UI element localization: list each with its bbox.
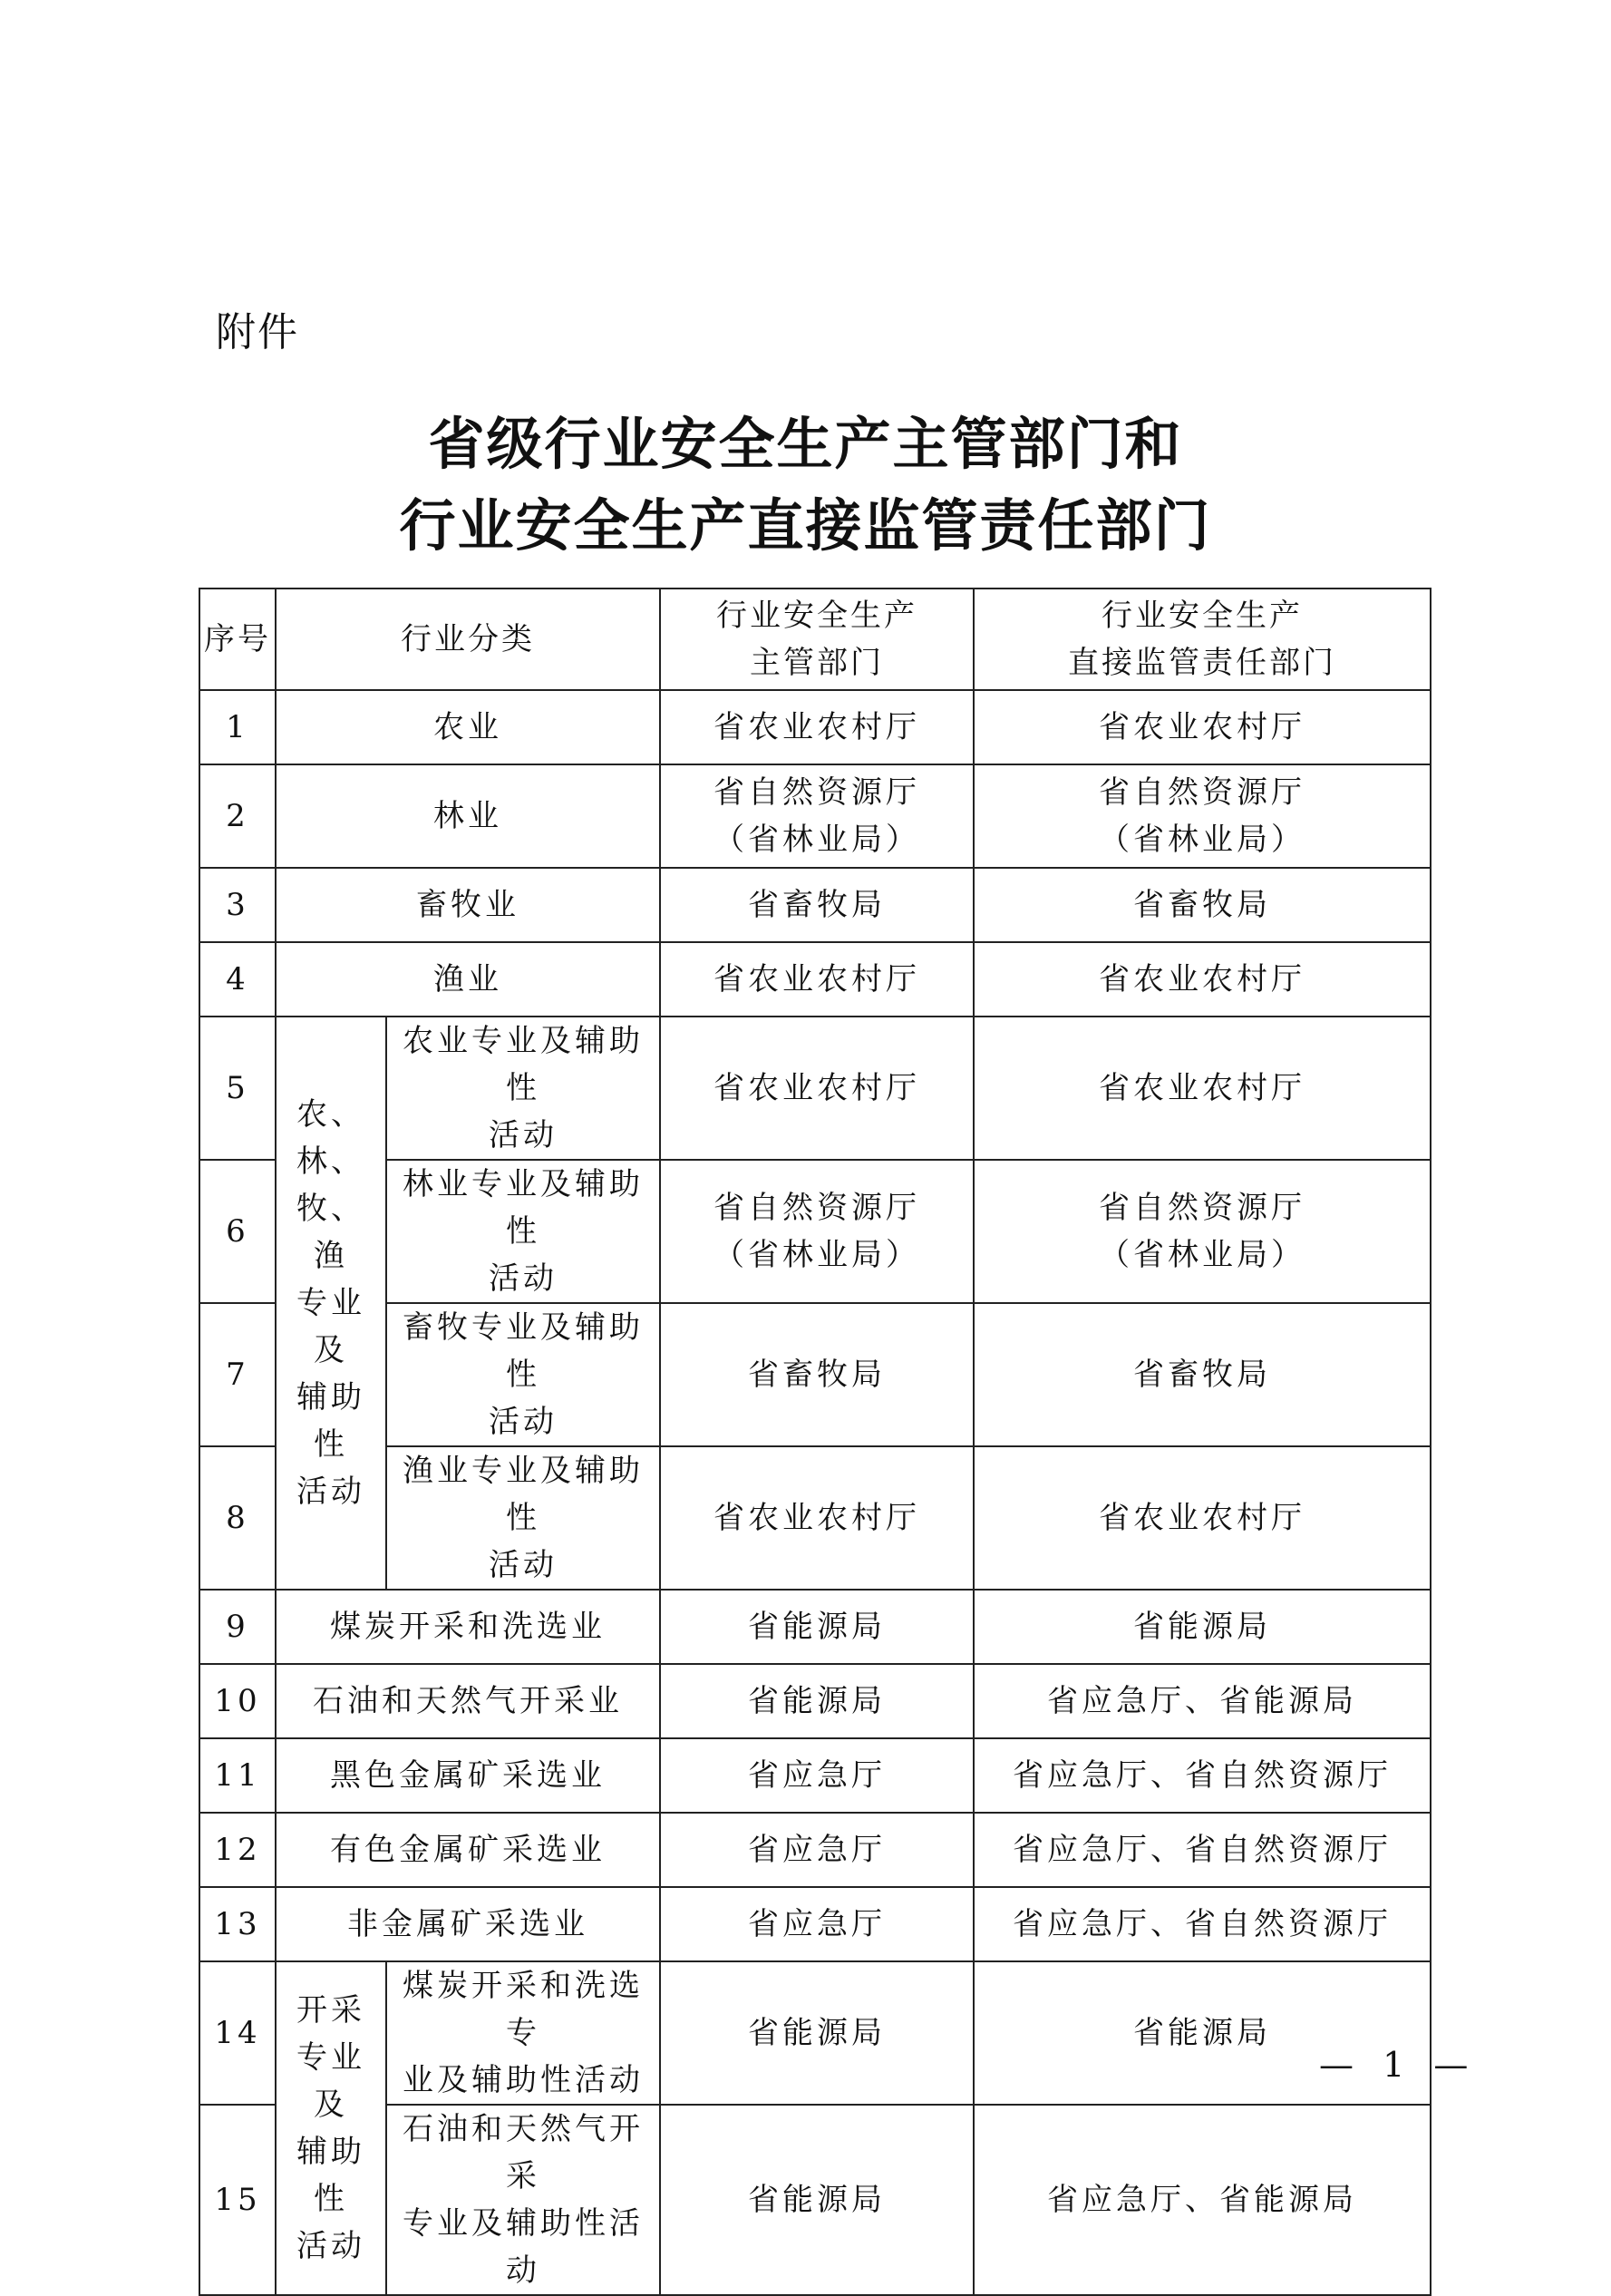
row-seq: 9 bbox=[199, 1590, 276, 1664]
row-competent: 省应急厅 bbox=[660, 1738, 974, 1813]
header-direct-line2: 直接监管责任部门 bbox=[1068, 645, 1336, 681]
direct-line2: （省林业局） bbox=[1099, 822, 1305, 858]
group-category-agriculture bbox=[276, 1017, 386, 1590]
row-subcategory bbox=[386, 1303, 660, 1446]
row-seq: 11 bbox=[199, 1738, 276, 1813]
subcategory-line1: 煤炭开采和洗选专 bbox=[403, 1968, 644, 2051]
direct-line1: 省自然资源厅 bbox=[1099, 1190, 1305, 1226]
row-direct: 省应急厅、省能源局 bbox=[974, 2105, 1431, 2295]
row-direct: 省农业农村厅 bbox=[974, 690, 1431, 764]
document-title-line1: 省级行业安全生产主管部门和 bbox=[428, 411, 1183, 477]
row-competent: 省能源局 bbox=[660, 1961, 974, 2105]
row-category: 石油和天然气开采业 bbox=[276, 1664, 660, 1738]
row-seq: 1 bbox=[199, 690, 276, 764]
table-row bbox=[199, 1017, 1431, 1160]
row-competent: 省能源局 bbox=[660, 1664, 974, 1738]
table-row bbox=[199, 868, 1431, 942]
table-row bbox=[199, 1664, 1431, 1738]
table-header-row bbox=[199, 589, 1431, 690]
subcategory-line2: 活动 bbox=[489, 1404, 558, 1440]
row-direct: 省农业农村厅 bbox=[974, 1017, 1431, 1160]
row-subcategory bbox=[386, 1446, 660, 1590]
row-seq: 13 bbox=[199, 1887, 276, 1961]
row-category: 农业 bbox=[276, 690, 660, 764]
row-seq: 15 bbox=[199, 2105, 276, 2295]
row-competent: 省畜牧局 bbox=[660, 1303, 974, 1446]
row-direct: 省畜牧局 bbox=[974, 868, 1431, 942]
row-category: 非金属矿采选业 bbox=[276, 1887, 660, 1961]
table-row bbox=[199, 942, 1431, 1017]
row-direct bbox=[974, 1160, 1431, 1303]
row-seq: 12 bbox=[199, 1813, 276, 1887]
table-row bbox=[199, 1738, 1431, 1813]
group-line: 活动 bbox=[296, 1474, 365, 1510]
row-seq: 6 bbox=[199, 1160, 276, 1303]
subcategory-line1: 农业专业及辅助性 bbox=[403, 1023, 644, 1106]
row-subcategory bbox=[386, 1160, 660, 1303]
subcategory-line2: 业及辅助性活动 bbox=[403, 2062, 644, 2098]
row-category: 畜牧业 bbox=[276, 868, 660, 942]
row-competent: 省农业农村厅 bbox=[660, 1017, 974, 1160]
header-competent-line1: 行业安全生产 bbox=[716, 598, 917, 634]
header-category: 行业分类 bbox=[276, 589, 660, 690]
row-category: 煤炭开采和洗选业 bbox=[276, 1590, 660, 1664]
row-competent: 省应急厅 bbox=[660, 1887, 974, 1961]
subcategory-line1: 畜牧专业及辅助性 bbox=[403, 1309, 644, 1393]
row-direct: 省应急厅、省自然资源厅 bbox=[974, 1813, 1431, 1887]
direct-line1: 省自然资源厅 bbox=[1099, 774, 1305, 811]
direct-line2: （省林业局） bbox=[1099, 1237, 1305, 1273]
table-row bbox=[199, 1590, 1431, 1664]
row-seq: 14 bbox=[199, 1961, 276, 2105]
row-direct bbox=[974, 764, 1431, 868]
group-line: 专业及 bbox=[296, 1285, 365, 1368]
header-seq: 序号 bbox=[199, 589, 276, 690]
header-direct-department bbox=[974, 589, 1431, 690]
subcategory-line2: 专业及辅助性活动 bbox=[403, 2205, 644, 2289]
row-subcategory bbox=[386, 2105, 660, 2295]
row-competent: 省能源局 bbox=[660, 2105, 974, 2295]
row-category: 林业 bbox=[276, 764, 660, 868]
group-line: 专业及 bbox=[296, 2039, 365, 2123]
row-category: 渔业 bbox=[276, 942, 660, 1017]
row-direct: 省畜牧局 bbox=[974, 1303, 1431, 1446]
subcategory-line1: 渔业专业及辅助性 bbox=[403, 1453, 644, 1536]
subcategory-line2: 活动 bbox=[489, 1260, 558, 1297]
table-row bbox=[199, 1887, 1431, 1961]
row-competent: 省能源局 bbox=[660, 1590, 974, 1664]
header-competent-line2: 主管部门 bbox=[750, 645, 884, 681]
competent-line2: （省林业局） bbox=[713, 1237, 920, 1273]
row-direct: 省应急厅、省自然资源厅 bbox=[974, 1738, 1431, 1813]
row-direct: 省农业农村厅 bbox=[974, 1446, 1431, 1590]
table-row bbox=[199, 690, 1431, 764]
group-line: 牧、 渔 bbox=[296, 1191, 365, 1274]
row-direct: 省应急厅、省自然资源厅 bbox=[974, 1887, 1431, 1961]
row-seq: 2 bbox=[199, 764, 276, 868]
group-category-mining bbox=[276, 1961, 386, 2295]
row-seq: 5 bbox=[199, 1017, 276, 1160]
department-table bbox=[199, 588, 1431, 2296]
header-direct-line1: 行业安全生产 bbox=[1101, 598, 1303, 634]
row-category: 有色金属矿采选业 bbox=[276, 1813, 660, 1887]
subcategory-line2: 活动 bbox=[489, 1547, 558, 1583]
group-line: 辅助性 bbox=[296, 1379, 365, 1463]
row-seq: 10 bbox=[199, 1664, 276, 1738]
group-line: 辅助性 bbox=[296, 2134, 365, 2217]
row-direct: 省农业农村厅 bbox=[974, 942, 1431, 1017]
row-seq: 7 bbox=[199, 1303, 276, 1446]
competent-line2: （省林业局） bbox=[713, 822, 920, 858]
row-competent: 省应急厅 bbox=[660, 1813, 974, 1887]
group-line: 活动 bbox=[296, 2228, 365, 2264]
row-category: 黑色金属矿采选业 bbox=[276, 1738, 660, 1813]
subcategory-line1: 石油和天然气开采 bbox=[403, 2111, 644, 2194]
group-line: 开采 bbox=[296, 1992, 365, 2028]
row-subcategory bbox=[386, 1017, 660, 1160]
subcategory-line2: 活动 bbox=[489, 1117, 558, 1153]
row-direct: 省应急厅、省能源局 bbox=[974, 1664, 1431, 1738]
row-seq: 8 bbox=[199, 1446, 276, 1590]
row-seq: 3 bbox=[199, 868, 276, 942]
row-subcategory bbox=[386, 1961, 660, 2105]
row-competent bbox=[660, 1160, 974, 1303]
row-direct: 省能源局 bbox=[974, 1961, 1431, 2105]
row-seq: 4 bbox=[199, 942, 276, 1017]
row-direct: 省能源局 bbox=[974, 1590, 1431, 1664]
page-number: — 1 — bbox=[1319, 2045, 1478, 2085]
row-competent bbox=[660, 764, 974, 868]
document-title-line2: 行业安全生产直接监管责任部门 bbox=[399, 492, 1212, 559]
header-competent-department bbox=[660, 589, 974, 690]
table-row bbox=[199, 764, 1431, 868]
competent-line1: 省自然资源厅 bbox=[713, 1190, 920, 1226]
table-row bbox=[199, 1813, 1431, 1887]
row-competent: 省畜牧局 bbox=[660, 868, 974, 942]
table-row bbox=[199, 1961, 1431, 2105]
subcategory-line1: 林业专业及辅助性 bbox=[403, 1166, 644, 1250]
row-competent: 省农业农村厅 bbox=[660, 942, 974, 1017]
row-competent: 省农业农村厅 bbox=[660, 690, 974, 764]
competent-line1: 省自然资源厅 bbox=[713, 774, 920, 811]
attachment-label: 附件 bbox=[216, 309, 299, 355]
row-competent: 省农业农村厅 bbox=[660, 1446, 974, 1590]
group-line: 农、林、 bbox=[296, 1096, 365, 1180]
